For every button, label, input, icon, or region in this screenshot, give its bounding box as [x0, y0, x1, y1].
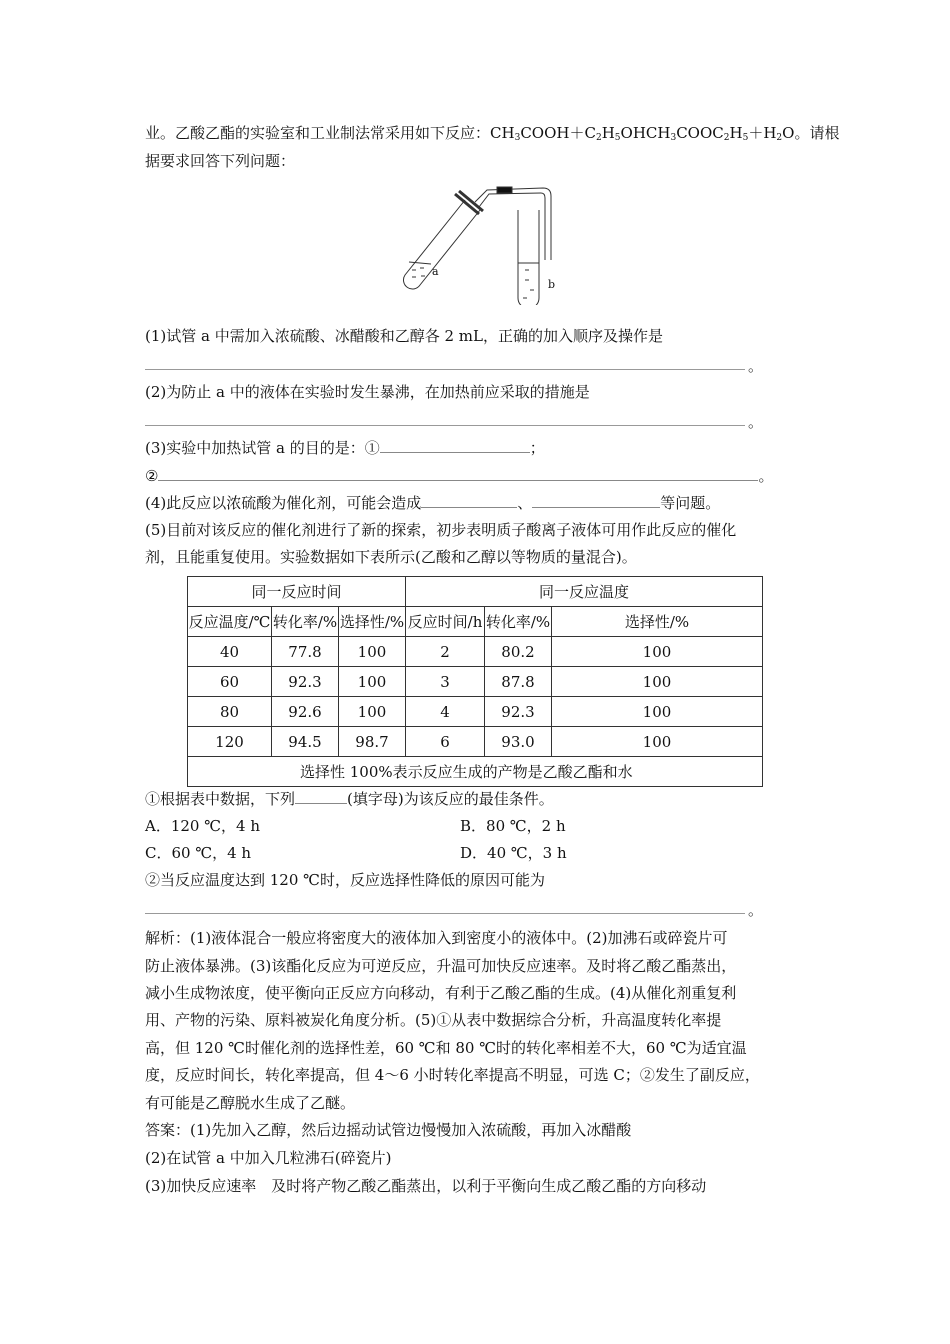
- table-row: [188, 727, 763, 757]
- column-header: 选择性/%: [339, 607, 406, 637]
- period: 。: [748, 413, 764, 431]
- period: 。: [748, 901, 764, 919]
- question-5-line-2: 剂，且能重复使用。实验数据如下表所示(乙酸和乙醇以等物质的量混合)。: [145, 548, 637, 566]
- table-cell: 87.8: [485, 667, 552, 697]
- apparatus-diagram: [385, 180, 575, 305]
- table-footnote: 选择性 100%表示反应生成的产物是乙酸乙酯和水: [188, 757, 763, 787]
- question-5-line-1: (5)目前对该反应的催化剂进行了新的探索，初步表明质子酸离子液体可用作此反应的催化: [145, 521, 737, 539]
- question-1: (1)试管 a 中需加入浓硫酸、冰醋酸和乙醇各 2 mL，正确的加入顺序及操作是: [145, 327, 663, 345]
- option-d[interactable]: D．40 ℃，3 h: [460, 844, 567, 862]
- answer-blank-4a[interactable]: [421, 493, 517, 508]
- sub-question-2: ②当反应温度达到 120 ℃时，反应选择性降低的原因可能为: [145, 871, 545, 889]
- table-group-header-row: [188, 577, 763, 607]
- table-cell: 98.7: [339, 727, 406, 757]
- intro-text: 业。乙酸乙酯的实验室和工业制法常采用如下反应：: [145, 124, 491, 142]
- table-cell: 94.5: [272, 727, 339, 757]
- group-header: 同一反应温度: [406, 577, 763, 607]
- subscript: 2: [776, 133, 783, 143]
- subscript: 5: [742, 133, 749, 143]
- q4-sep: 、: [517, 494, 533, 512]
- column-header: 选择性/%: [552, 607, 763, 637]
- q3-second-marker: ②: [145, 467, 159, 485]
- subscript: 2: [595, 133, 602, 143]
- period: 。: [748, 357, 764, 375]
- table-cell: 6: [406, 727, 485, 757]
- analysis-line: 解析：(1)液体混合一般应将密度大的液体加入到密度小的液体中。(2)加沸石或碎瓷片可: [145, 929, 728, 947]
- answer-line: (2)在试管 a 中加入几粒沸石(碎瓷片): [145, 1149, 392, 1167]
- formula-part: H: [601, 124, 615, 142]
- table-cell: 120: [188, 727, 272, 757]
- label-b: b: [548, 278, 556, 291]
- table-cell: 92.3: [485, 697, 552, 727]
- table-row: [188, 637, 763, 667]
- table-cell: 100: [552, 667, 763, 697]
- question-2: (2)为防止 a 中的液体在实验时发生暴沸，在加热前应采取的措施是: [145, 383, 590, 401]
- formula-part: OHCH: [620, 124, 671, 142]
- intro-line-2: 据要求回答下列问题：: [145, 152, 296, 170]
- period: 。: [758, 467, 774, 485]
- table-cell: 92.3: [272, 667, 339, 697]
- sub-question-1: [145, 789, 554, 809]
- column-header: 转化率/%: [485, 607, 552, 637]
- table-cell: 100: [339, 667, 406, 697]
- table-cell: 60: [188, 667, 272, 697]
- formula-part: COOC: [676, 124, 724, 142]
- option-b[interactable]: B．80 ℃，2 h: [460, 817, 566, 835]
- formula-part: ＋H: [748, 124, 777, 142]
- question-3: [145, 438, 545, 458]
- table-cell: 100: [552, 727, 763, 757]
- answer-line: 答案：(1)先加入乙醇，然后边摇动试管边慢慢加入浓硫酸，再加入冰醋酸: [145, 1121, 632, 1139]
- answer-blank-1[interactable]: [145, 369, 745, 370]
- answer-blank-4b[interactable]: [532, 493, 660, 508]
- q4-suffix: 等问题。: [660, 494, 721, 512]
- column-header: 转化率/%: [272, 607, 339, 637]
- answer-line: (3)加快反应速率 及时将产物乙酸乙酯蒸出，以利于平衡向生成乙酸乙酯的方向移动: [145, 1177, 707, 1195]
- answer-blank-3a[interactable]: [380, 438, 530, 453]
- subscript: 2: [723, 133, 730, 143]
- q3-semicolon: ；: [529, 439, 545, 457]
- analysis-line: 有可能是乙醇脱水生成了乙醚。: [145, 1094, 356, 1112]
- answer-blank-s1[interactable]: [295, 789, 347, 804]
- table-cell: 80: [188, 697, 272, 727]
- table-cell: 100: [552, 697, 763, 727]
- table-cell: 80.2: [485, 637, 552, 667]
- table-footnote-row: [188, 757, 763, 787]
- subscript: 5: [614, 133, 621, 143]
- intro-text-suffix: 。请根: [794, 124, 840, 142]
- formula-part: COOH＋C: [520, 124, 596, 142]
- question-4: [145, 493, 720, 513]
- q4-text: (4)此反应以浓硫酸为催化剂，可能会造成: [145, 494, 422, 512]
- answer-blank-2[interactable]: [145, 425, 745, 426]
- subscript: 3: [670, 133, 677, 143]
- table-cell: 92.6: [272, 697, 339, 727]
- table-header-row: [188, 607, 763, 637]
- table-cell: 100: [339, 697, 406, 727]
- s1-suffix: (填字母)为该反应的最佳条件。: [347, 790, 554, 808]
- analysis-line: 防止液体暴沸。(3)该酯化反应为可逆反应，升温可加快反应速率。及时将乙酸乙酯蒸出，: [145, 957, 737, 975]
- option-c[interactable]: C．60 ℃，4 h: [145, 844, 252, 862]
- answer-blank-3b[interactable]: [158, 466, 758, 481]
- table-row: [188, 667, 763, 697]
- formula-part: CH: [490, 124, 515, 142]
- answer-blank-s2[interactable]: [145, 913, 745, 914]
- formula-part: O: [782, 124, 795, 142]
- reaction-equation: [490, 124, 794, 142]
- s1-text: ①根据表中数据，下列: [145, 790, 296, 808]
- table-cell: 2: [406, 637, 485, 667]
- column-header: 反应温度/℃: [188, 607, 272, 637]
- question-3-second: [145, 466, 773, 486]
- table-cell: 77.8: [272, 637, 339, 667]
- table-cell: 100: [339, 637, 406, 667]
- subscript: 3: [514, 133, 521, 143]
- analysis-line: 减小生成物浓度，使平衡向正反应方向移动，有利于乙酸乙酯的生成。(4)从催化剂重复利: [145, 984, 737, 1002]
- group-header: 同一反应时间: [188, 577, 406, 607]
- analysis-line: 高，但 120 ℃时催化剂的选择性差，60 ℃和 80 ℃时的转化率相差不大，60 ℃为适宜温: [145, 1039, 747, 1057]
- q3-text: (3)实验中加热试管 a 的目的是：①: [145, 439, 380, 457]
- analysis-line: 度，反应时间长，转化率提高，但 4～6 小时转化率提高不明显，可选 C；②发生了副反应，: [145, 1066, 760, 1084]
- label-a: a: [432, 265, 439, 278]
- table-cell: 3: [406, 667, 485, 697]
- table-cell: 100: [552, 637, 763, 667]
- option-a[interactable]: A．120 ℃，4 h: [145, 817, 260, 835]
- analysis-line: 用、产物的污染、原料被炭化角度分析。(5)①从表中数据综合分析，升高温度转化率提: [145, 1011, 722, 1029]
- table-cell: 40: [188, 637, 272, 667]
- data-table: [187, 576, 763, 787]
- formula-part: H: [729, 124, 743, 142]
- intro-line-1: [145, 123, 839, 148]
- table-row: [188, 697, 763, 727]
- table-cell: 93.0: [485, 727, 552, 757]
- column-header: 反应时间/h: [406, 607, 485, 637]
- table-cell: 4: [406, 697, 485, 727]
